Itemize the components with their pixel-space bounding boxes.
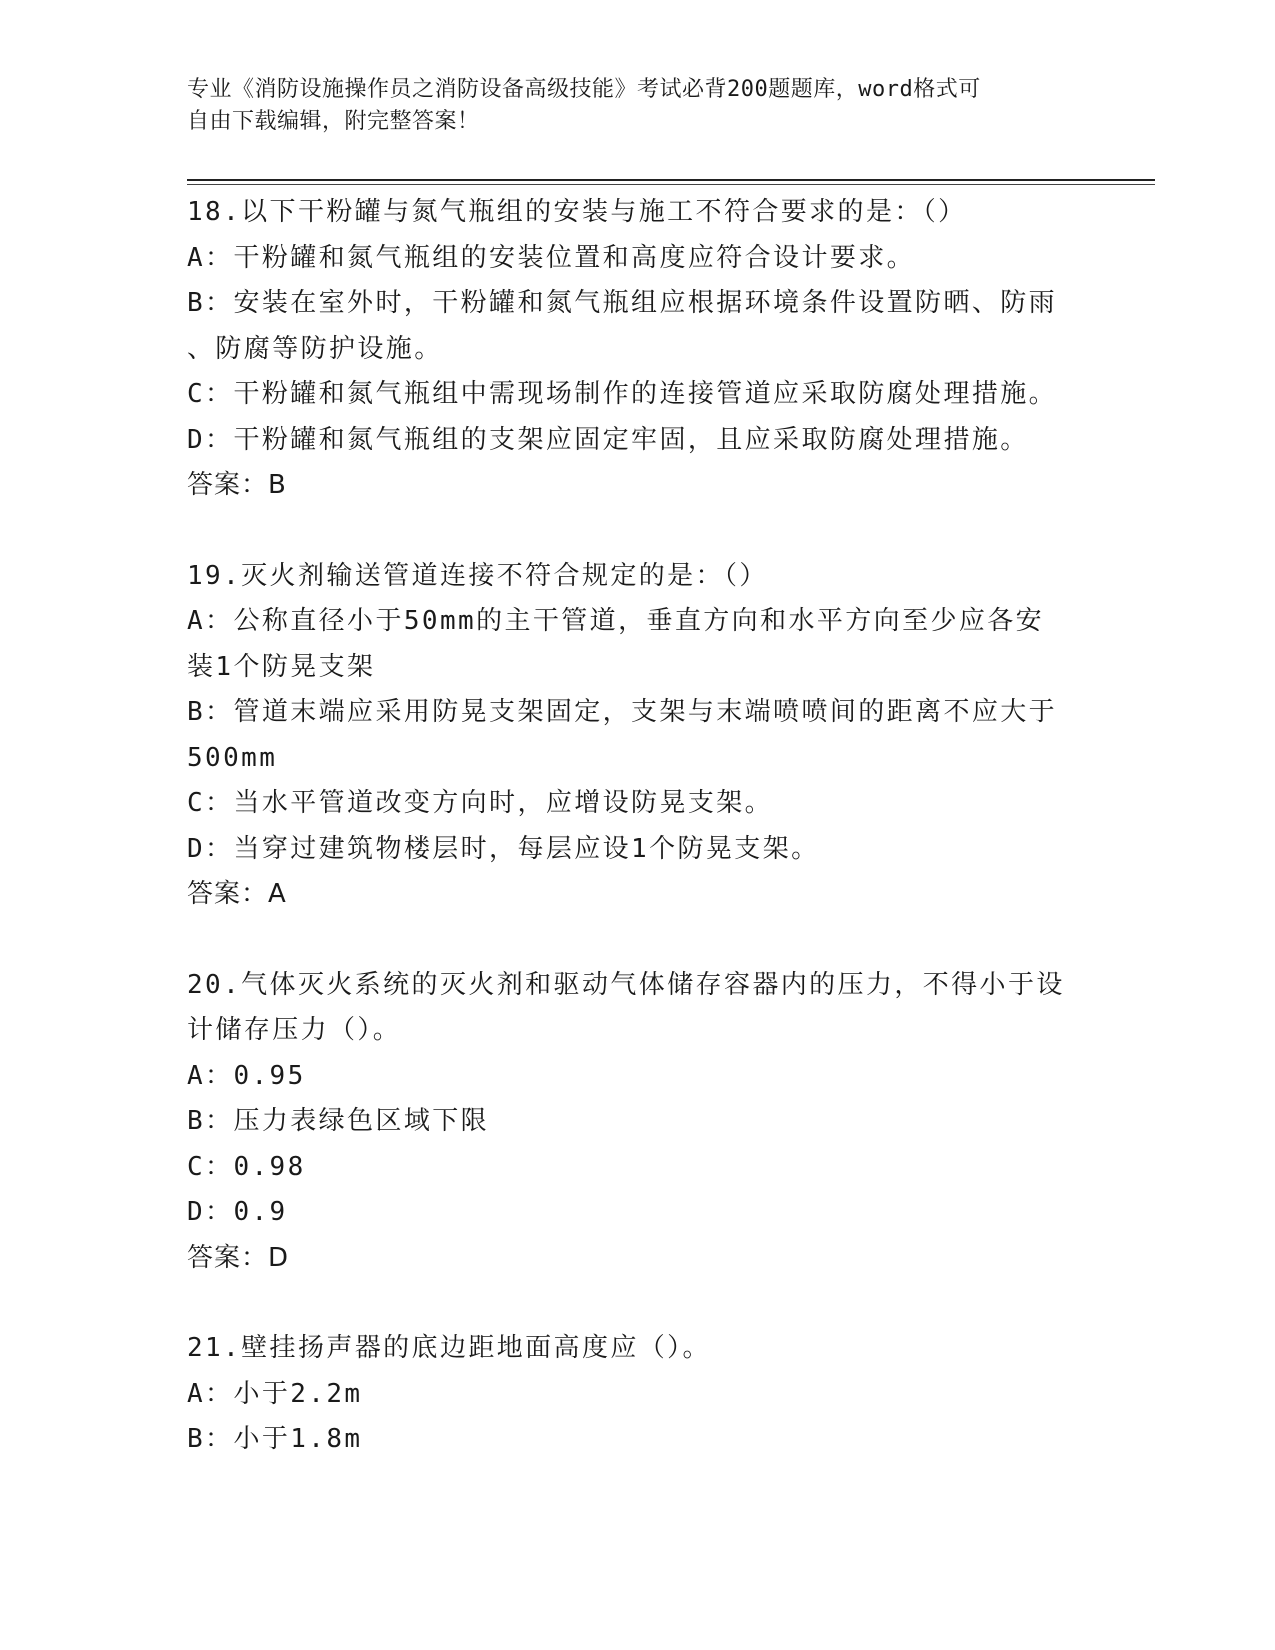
question-option: B：管道末端应采用防晃支架固定，支架与末端喷喷间的距离不应大于 [187, 697, 1058, 727]
question-option: 装1个防晃支架 [187, 651, 376, 682]
question-stem: 计储存压力（）。 [187, 1015, 402, 1045]
question-option: 、防腐等防护设施。 [187, 333, 443, 364]
question-option: A：0.95 [187, 1060, 306, 1091]
question-spacer [187, 918, 1087, 963]
question-stem: 18.以下干粉罐与氮气瓶组的安装与施工不符合要求的是：（） [187, 197, 967, 227]
question-answer: 答案：A [187, 879, 287, 909]
question-stem: 19.灭火剂输送管道连接不符合规定的是：（） [187, 560, 768, 591]
question-option: B：压力表绿色区域下限 [187, 1106, 490, 1136]
question-option: C：当水平管道改变方向时，应增设防晃支架。 [187, 788, 774, 818]
question-block [187, 554, 1087, 918]
question-option: C：干粉罐和氮气瓶组中需现场制作的连接管道应采取防腐处理措施。 [187, 379, 1058, 409]
question-option: B：小于1.8m [187, 1424, 363, 1454]
question-option: A：公称直径小于50mm的主干管道，垂直方向和水平方向至少应各安 [187, 606, 1045, 636]
question-spacer [187, 1281, 1087, 1326]
question-spacer [187, 509, 1087, 554]
header-line-1: 专业《消防设施操作员之消防设备高级技能》考试必背200题题库，word格式可 [187, 77, 981, 102]
question-block [187, 190, 1087, 509]
question-list [187, 190, 1087, 1463]
question-stem: 20.气体灭火系统的灭火剂和驱动气体储存容器内的压力，不得小于设 [187, 969, 1065, 1000]
header-line-2: 自由下载编辑，附完整答案！ [187, 109, 480, 134]
question-option: D：0.9 [187, 1197, 288, 1227]
question-option: C：0.98 [187, 1151, 306, 1182]
question-option: 500mm [187, 742, 278, 773]
question-stem: 21.壁挂扬声器的底边距地面高度应（）。 [187, 1333, 711, 1363]
question-answer: 答案：B [187, 470, 287, 500]
header-divider [187, 179, 1155, 181]
question-option: A：干粉罐和氮气瓶组的安装位置和高度应符合设计要求。 [187, 242, 916, 273]
question-option: B：安装在室外时，干粉罐和氮气瓶组应根据环境条件设置防晒、防雨 [187, 288, 1058, 318]
question-option: D：当穿过建筑物楼层时，每层应设1个防晃支架。 [187, 833, 820, 864]
question-block [187, 963, 1087, 1282]
document-header [187, 74, 1067, 138]
question-option: D：干粉罐和氮气瓶组的支架应固定牢固，且应采取防腐处理措施。 [187, 424, 1029, 455]
question-block [187, 1326, 1087, 1463]
question-option: A：小于2.2m [187, 1378, 363, 1409]
header-divider-thin [187, 184, 1155, 185]
question-answer: 答案：D [187, 1242, 290, 1273]
